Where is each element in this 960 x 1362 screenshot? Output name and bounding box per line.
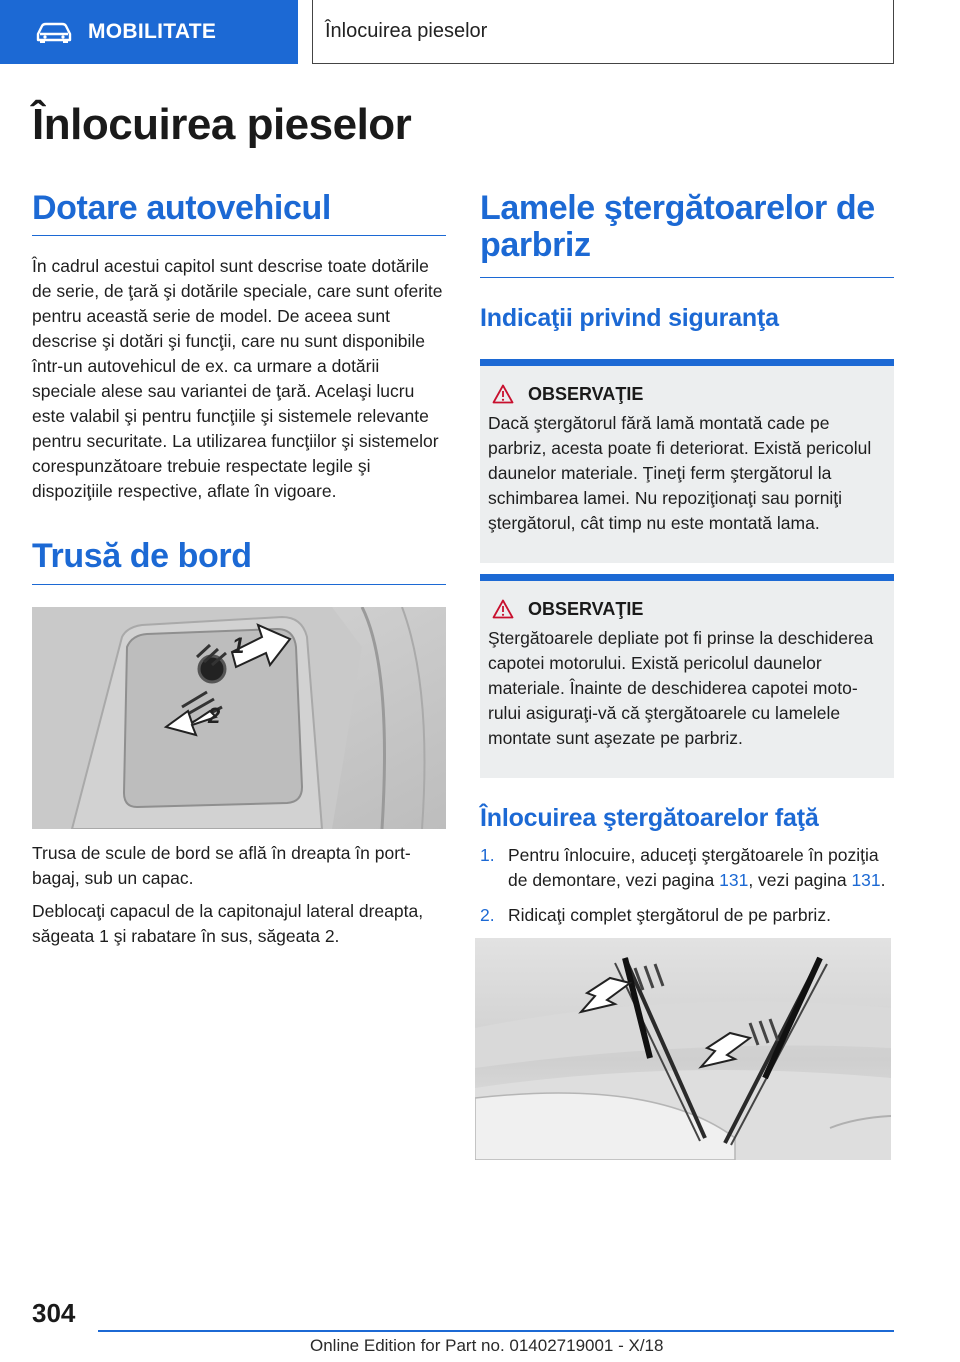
list-item: 1. Pentru înlocuire, aduceţi ştergătoarele în poziţia de demontare, vezi pagina 131, vezi pagina 131.	[480, 844, 886, 890]
toolkit-paragraph-1: Trusa de scule de bord se află în dreapta în portbagaj, sub un capac.	[32, 842, 411, 888]
left-column	[32, 190, 446, 949]
figure-label-2: 2	[208, 702, 221, 728]
notice-title-1: OBSERVAŢIE	[492, 384, 884, 405]
warning-icon	[492, 384, 514, 404]
section-tab[interactable]	[0, 0, 298, 64]
right-column	[480, 190, 894, 1160]
notice-text-1: Dacă ştergătorul fără lamă montată cade pe parbriz, acesta poate fi deteriorat. Există pericolul daunelor materiale. Ţineţi ferm ştergătorul la schimbarea lamei. Nu repoziţionaţi sau porniţi ştergătorul, cât timp nu este montată lama.	[488, 412, 872, 533]
notice-box-2	[480, 574, 894, 778]
list-item: 2. Ridicaţi complet ştergătorul de pe parbriz.	[480, 904, 831, 925]
toolkit-illustration	[32, 607, 446, 829]
heading-wiper-blades: Lamele ştergătoarelor de parbriz	[480, 190, 894, 278]
chapter-header	[312, 0, 894, 64]
notice-box-1	[480, 359, 894, 563]
section-label: MOBILITATE	[88, 20, 217, 43]
footer-divider	[98, 1330, 894, 1332]
steps-list	[480, 843, 894, 928]
page-link[interactable]: 131	[851, 869, 881, 890]
wiper-illustration	[475, 938, 891, 1160]
heading-equipment: Dotare autovehicul	[32, 190, 446, 236]
notice-text-2: Ştergătoarele depliate pot fi prinse la deschiderea capotei motorului. Există pericolul daunelor materiale. Înainte de deschiderea capotei motorului asiguraţi-vă că ştergătoarele cu lamelele montate sunt aşezate pe parbriz.	[488, 627, 874, 748]
notice-title-2: OBSERVAŢIE	[492, 599, 884, 620]
page-title: Înlocuirea pieselor	[32, 100, 412, 149]
heading-safety: Indicaţii privind siguranţa	[480, 303, 779, 332]
equipment-paragraph: În cadrul acestui capitol sunt descrise toate dotările de serie, de ţară şi dotările speciale, care sunt oferite pentru această serie de model. De aceea sunt descrise şi dotări şi funcţii, care nu sunt disponibile într-un autovehicul de ex. ca urmare a dotării speciale alese sau variantei de ţară. Acelaşi lucru este valabil şi pentru funcţiile şi sistemele relevante pentru securitate. La utilizarea funcţiilor şi sistemelor corespunzătoare trebuie respectate legile şi dispoziţiile respective, aflate în vigoare.	[32, 256, 443, 502]
heading-toolkit: Trusă de bord	[32, 538, 446, 584]
page-number: 304	[32, 1298, 76, 1328]
page-link[interactable]: 131	[719, 869, 749, 890]
footer-edition: Online Edition for Part no. 01402719001 - X/18	[310, 1336, 664, 1355]
warning-icon	[492, 599, 514, 619]
heading-front-wipers: Înlocuirea ştergătoarelor faţă	[480, 803, 819, 832]
chapter-label: Înlocuirea pieselor	[325, 20, 488, 42]
car-icon	[34, 20, 74, 44]
figure-label-1: 1	[232, 632, 245, 658]
toolkit-paragraph-2: Deblocaţi capacul de la capitonajul lateral dreapta, săgeata 1 şi rabatare în sus, săgeata 2.	[32, 900, 424, 946]
